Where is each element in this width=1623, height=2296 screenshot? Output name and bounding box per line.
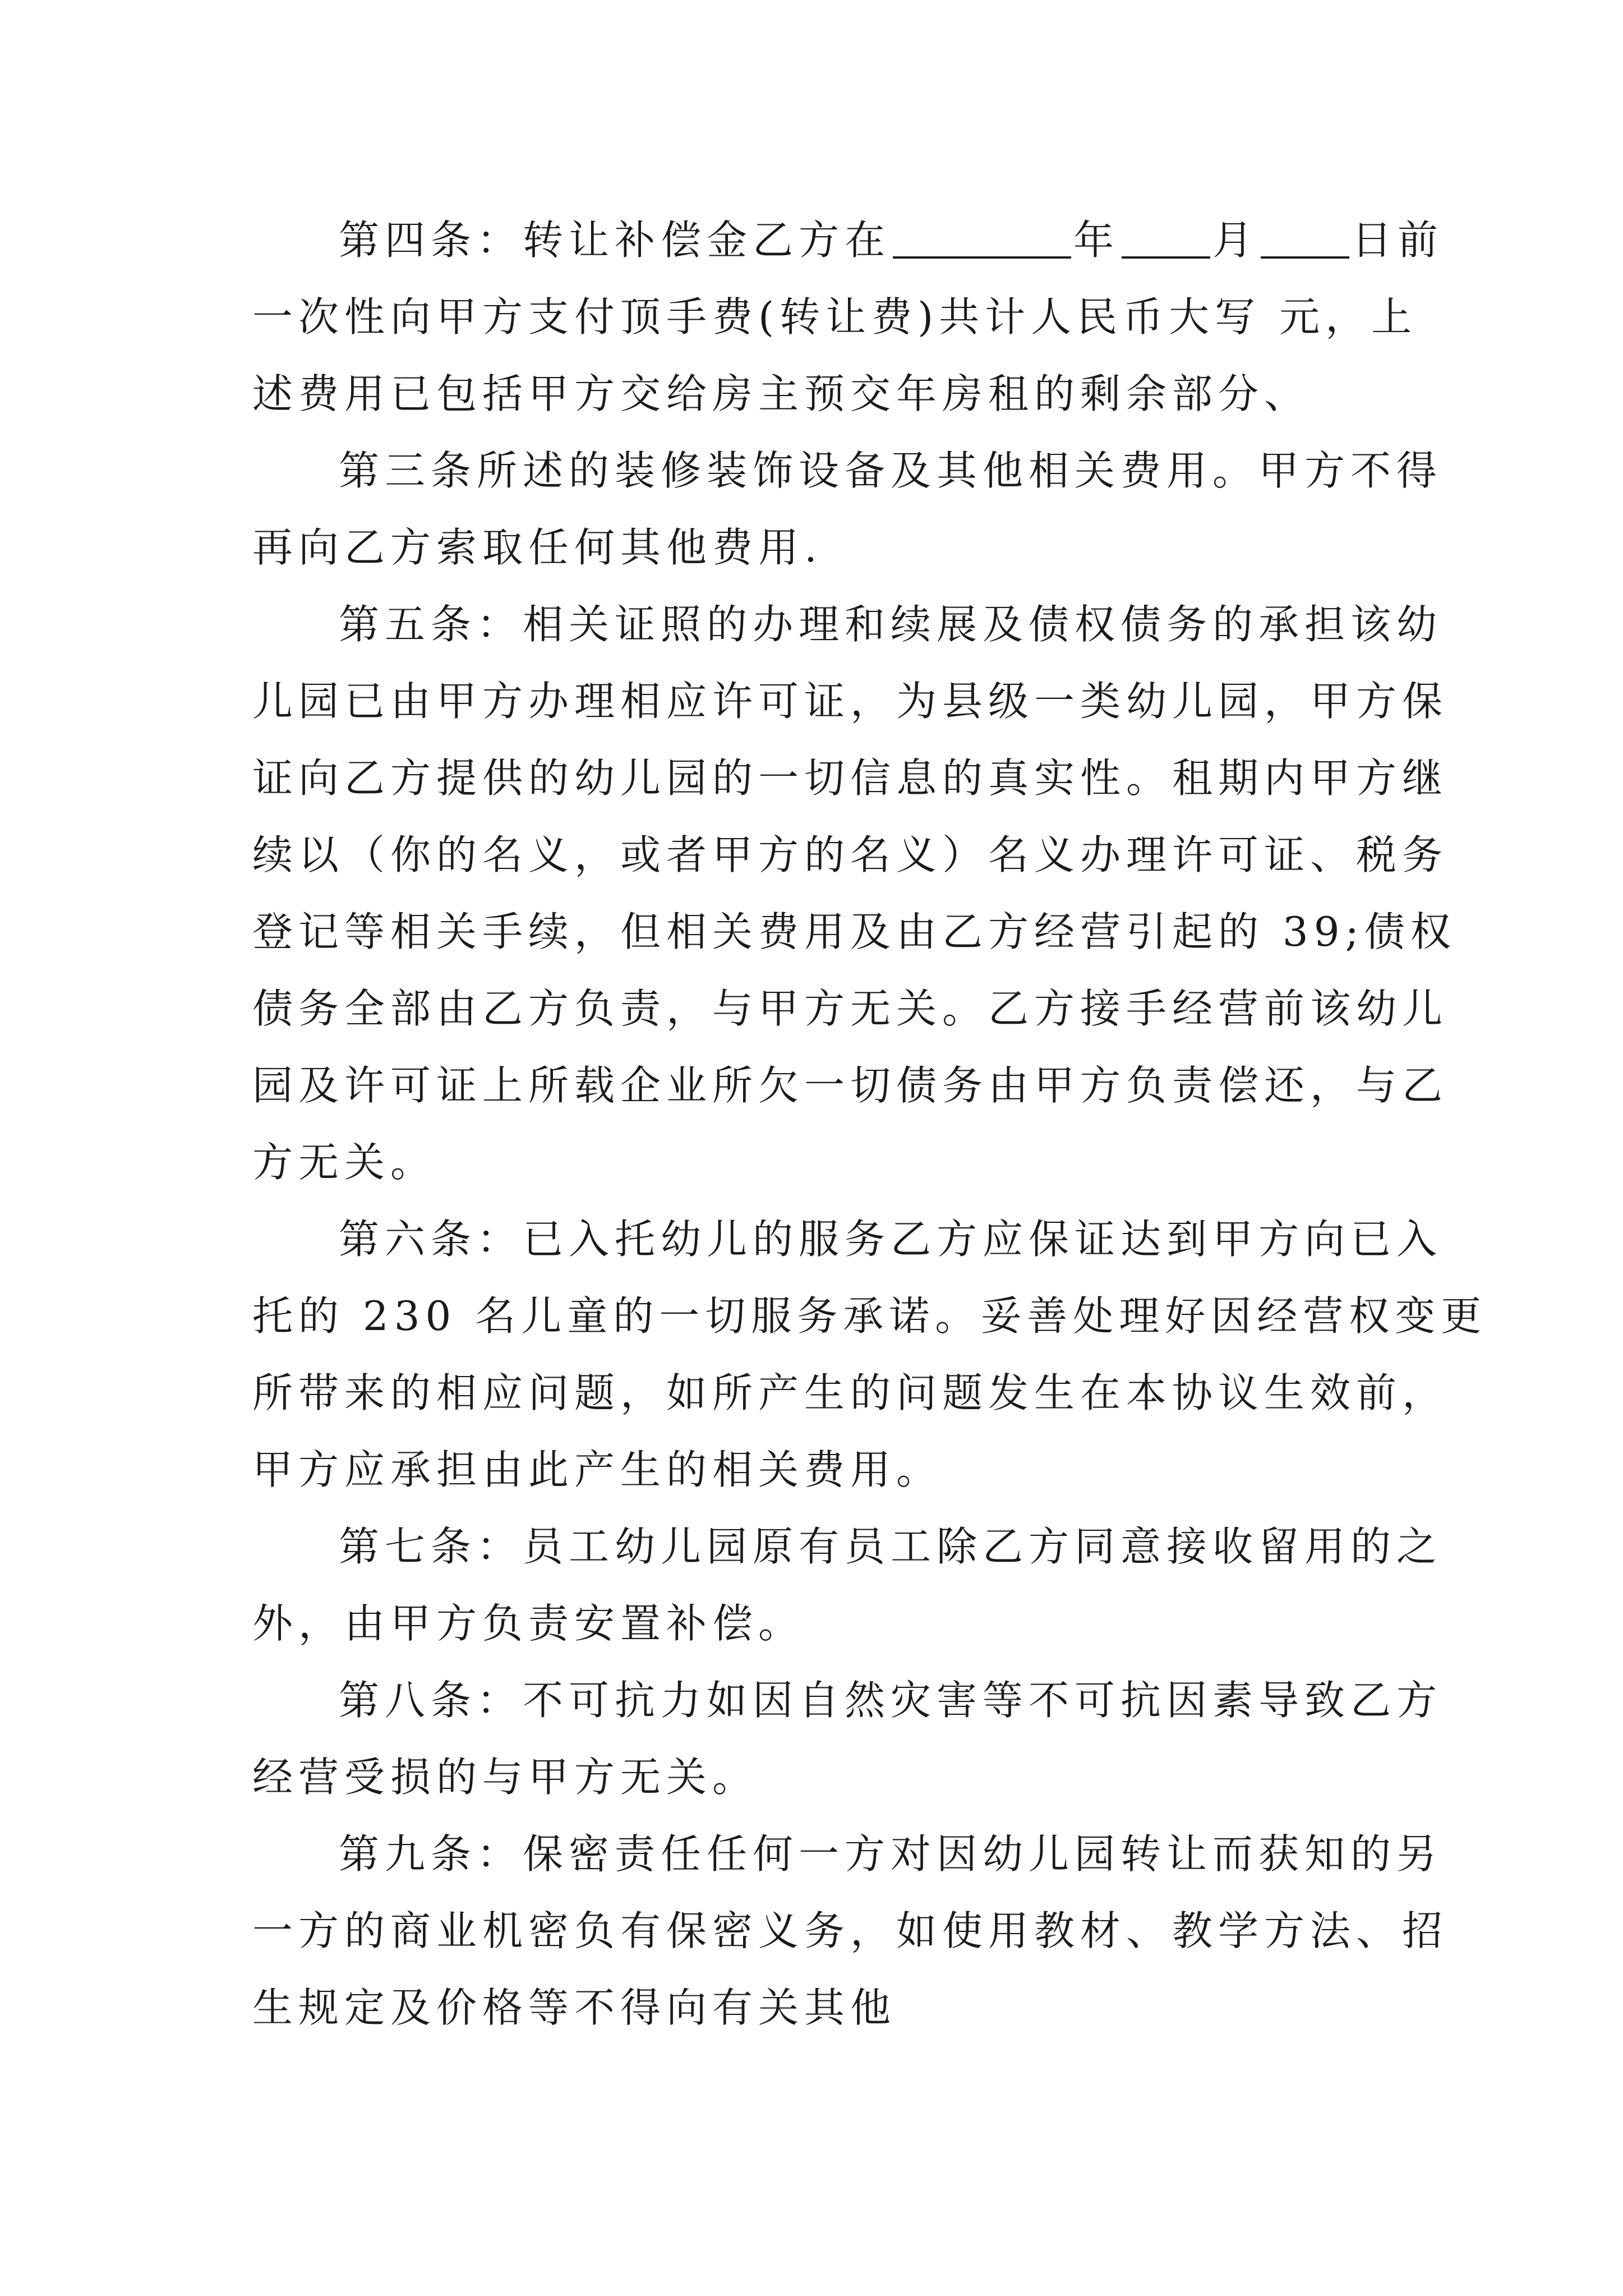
article-7: [252, 1508, 1443, 1662]
article-8: [252, 1662, 1443, 1816]
article-7-line-1: 第七条：员工幼儿园原有员工除乙方同意接收留用的之: [339, 1523, 1443, 1570]
article-7-line-2: 外，由甲方负责安置补偿。: [252, 1600, 805, 1647]
article-4-line-2: 一次性向甲方支付顶手费(转让费)共计人民币大写 元，上: [252, 293, 1418, 341]
article-5: [252, 586, 1456, 1201]
day-label: 日前: [1352, 217, 1444, 264]
year-blank: [893, 216, 1071, 259]
article-5-line-3: 证向乙方提供的幼儿园的一切信息的真实性。租期内甲方继: [252, 754, 1449, 802]
article-9-line-1: 第九条：保密责任任何一方对因幼儿园转让而获知的另: [339, 1830, 1443, 1878]
article-6-line-2: 托的 230 名儿童的一切服务承诺。妥善处理好因经营权变更: [252, 1292, 1487, 1340]
article-6-line-3: 所带来的相应问题，如所产生的问题发生在本协议生效前，: [252, 1369, 1449, 1416]
article-9-line-3: 生规定及价格等不得向有关其他: [252, 1984, 897, 2031]
article-5-line-2: 儿园已由甲方办理相应许可证，为县级一类幼儿园，甲方保: [252, 678, 1449, 725]
article-6-line-4: 甲方应承担由此产生的相关费用。: [252, 1446, 943, 1493]
article-5-line-5: 登记等相关手续，但相关费用及由乙方经营引起的 39;债权: [252, 908, 1456, 955]
article-4: [252, 202, 1444, 432]
month-label: 月: [1212, 217, 1259, 264]
article-3-reference-line-1: 第三条所述的装修装饰设备及其他相关费用。甲方不得: [339, 447, 1443, 494]
article-8-line-2: 经营受损的与甲方无关。: [252, 1754, 759, 1801]
article-5-line-6: 债务全部由乙方负责，与甲方无关。乙方接手经营前该幼儿: [252, 985, 1449, 1032]
document-page: [252, 202, 1487, 2046]
article-9: [252, 1816, 1449, 2046]
year-label: 年: [1073, 217, 1120, 264]
article-4-line-3: 述费用已包括甲方交给房主预交年房租的剩余部分、: [252, 370, 1311, 417]
article-6: [252, 1201, 1487, 1508]
article-8-line-1: 第八条：不可抗力如因自然灾害等不可抗因素导致乙方: [339, 1677, 1443, 1724]
month-blank: [1122, 216, 1210, 259]
article-3-reference: [252, 432, 1443, 586]
article-5-line-4: 续以（你的名义，或者甲方的名义）名义办理许可证、税务: [252, 831, 1449, 878]
article-4-line-1: [252, 202, 1444, 279]
article-4-lead: 第四条：转让补偿金乙方在: [339, 217, 891, 264]
article-5-line-1: 第五条：相关证照的办理和续展及债权债务的承担该幼: [339, 601, 1443, 648]
article-3-reference-line-2: 再向乙方索取任何其他费用.: [252, 524, 823, 571]
article-6-line-1: 第六条：已入托幼儿的服务乙方应保证达到甲方向已入: [339, 1216, 1443, 1263]
article-9-line-2: 一方的商业机密负有保密义务，如使用教材、教学方法、招: [252, 1907, 1449, 1954]
day-blank: [1261, 216, 1349, 259]
article-5-line-8: 方无关。: [252, 1139, 437, 1186]
article-5-line-7: 园及许可证上所载企业所欠一切债务由甲方负责偿还，与乙: [252, 1062, 1449, 1109]
